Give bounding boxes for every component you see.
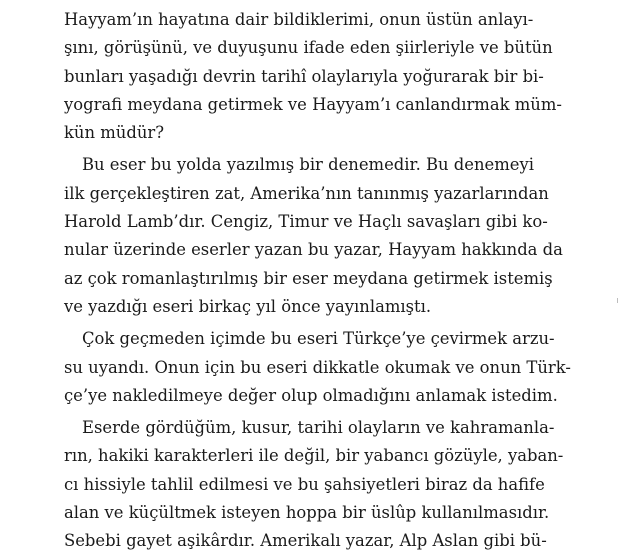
text-line: ve yazdığı eseri birkaç yıl önce yayınlamıştı. — [64, 296, 432, 316]
text-line: rın, hakiki karakterleri ile değil, bir yabancı gözüyle, yaban- — [64, 446, 564, 466]
text-line: Çok geçmeden içimde bu eseri Türkçe’ye çevirmek arzu- — [82, 329, 555, 349]
text-line: şını, görüşünü, ve duyuşunu ifade eden şiirleriyle ve bütün — [64, 38, 553, 58]
text-line: az çok romanlaştırılmış bir eser meydana getirmek istemiş — [64, 268, 553, 288]
text-line: alan ve küçültmek isteyen hoppa bir üslûp kullanılmasıdır. — [64, 503, 550, 523]
text-line: cı hissiyle tahlil edilmesi ve bu şahsiyetleri biraz da hafife — [64, 474, 545, 494]
text-line: su uyandı. Onun için bu eseri dikkatle okumak ve onun Türk- — [64, 357, 571, 377]
text-line: kün müdür? — [64, 123, 165, 143]
text-line: ilk gerçekleştiren zat, Amerika’nın tanınmış yazarlarından — [64, 183, 549, 203]
text-line: Bu eser bu yolda yazılmış bir denemedir. Bu denemeyi — [82, 155, 534, 175]
scan-mark — [617, 298, 618, 303]
text-line: Eserde gördüğüm, kusur, tarihi olayların ve kahramanla- — [82, 418, 555, 438]
text-line: bunları yaşadığı devrin tarihî olaylarıyla yoğurarak bir bi- — [64, 66, 544, 86]
body-text — [64, 6, 571, 556]
text-line: Sebebi gayet aşikârdır. Amerikalı yazar, Alp Aslan gibi bü- — [64, 531, 547, 551]
text-line: Hayyam’ın hayatına dair bildiklerimi, onun üstün anlayı- — [64, 10, 534, 29]
text-line: nular üzerinde eserler yazan bu yazar, Hayyam hakkında da — [64, 240, 563, 260]
text-line: yografi meydana getirmek ve Hayyam’ı canlandırmak müm- — [64, 94, 562, 114]
text-line: Harold Lamb’dır. Cengiz, Timur ve Haçlı savaşları gibi ko- — [64, 212, 548, 232]
text-line: çe’ye nakledilmeye değer olup olmadığını anlamak istedim. — [64, 385, 558, 405]
